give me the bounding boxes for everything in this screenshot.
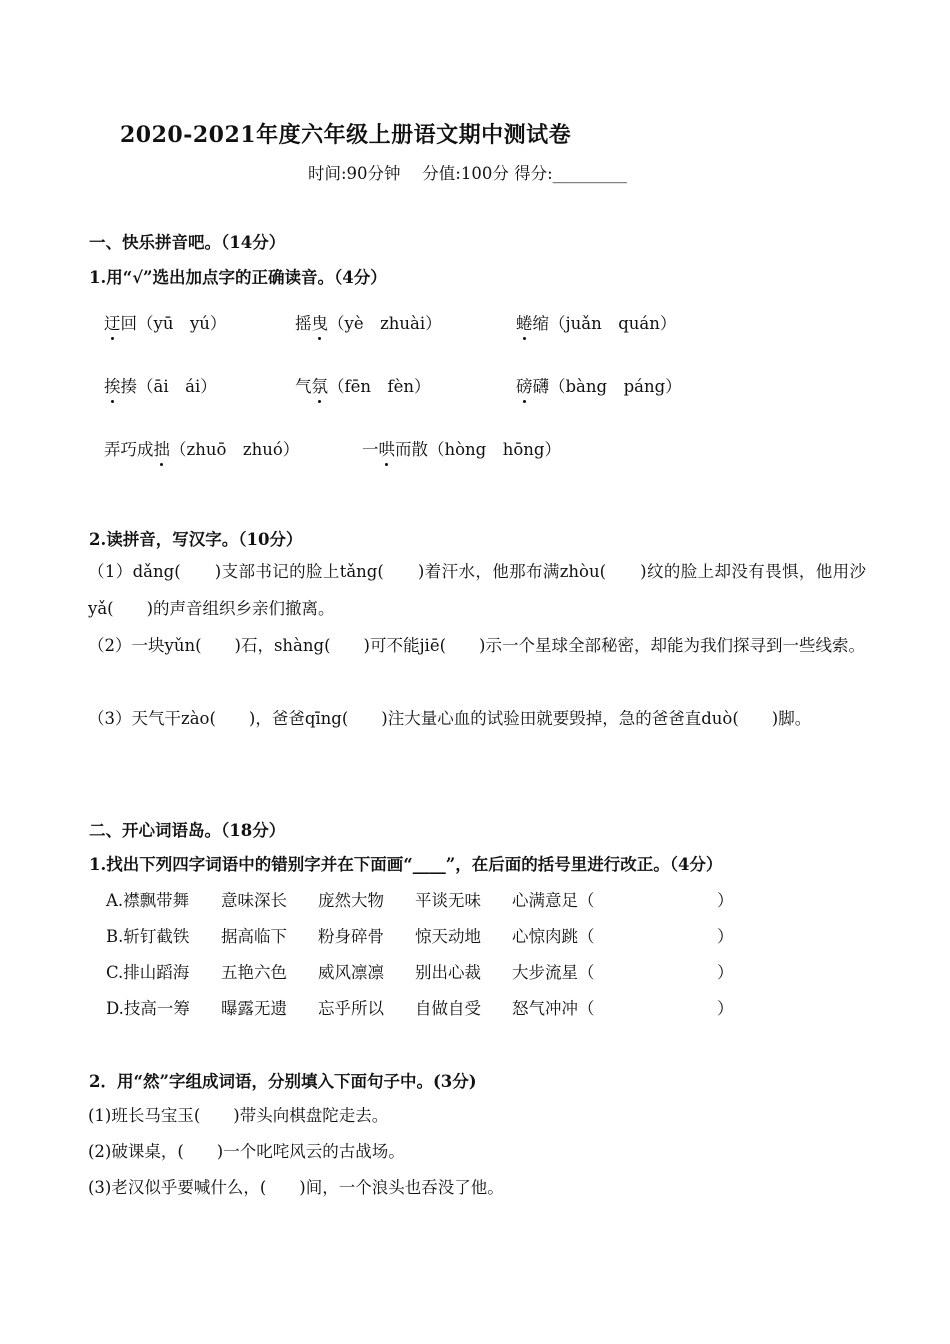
pinyin-item: 弄巧成拙（zhuō zhuó） bbox=[104, 436, 299, 460]
s2q2-sentence-2: (2)破课桌，( )一个叱咤风云的古战场。 bbox=[88, 1142, 405, 1161]
q2-paragraph-2: （2）一块yǔn( )石，shàng( )可不能jiē( )示一个星球全部秘密，却能为我们探寻到一些线索。 bbox=[88, 636, 865, 655]
q2-paragraph-3: （3）天气干zào( )，爸爸qīng( )注大量心血的试验田就要毁掉，急的爸爸直duò( )脚。 bbox=[88, 709, 812, 728]
dotted-char: 挨 bbox=[104, 373, 121, 397]
dotted-char: 蜷 bbox=[516, 310, 533, 334]
word-row-d: D.技高一筹 曝露无遗 忘乎所以 自做自受 怒气冲冲（ ） bbox=[106, 999, 734, 1018]
word-row-b: B.斩钉截铁 据高临下 粉身碎骨 惊天动地 心惊肉跳（ ） bbox=[106, 927, 734, 946]
dotted-char: 氛 bbox=[312, 373, 329, 397]
pinyin-item: 迂回（yū yú） bbox=[104, 310, 226, 334]
pinyin-item: 摇曳（yè zhuài） bbox=[295, 310, 442, 334]
dotted-char: 哄 bbox=[379, 436, 396, 460]
dotted-char: 迂 bbox=[104, 310, 121, 334]
s2q2-sentence-3: (3)老汉似乎要喊什么，( )间，一个浪头也吞没了他。 bbox=[88, 1178, 504, 1197]
pinyin-item: 气氛（fēn fèn） bbox=[295, 373, 431, 397]
s2q2-sentence-1: (1)班长马宝玉( )带头向棋盘陀走去。 bbox=[88, 1106, 389, 1125]
q2-paragraph-1: （1）dǎng( )支部书记的脸上tǎng( )着汗水，他那布满zhòu( )纹的脸上却没有畏惧，他用沙yǎ( )的声音组织乡亲们撤离。 bbox=[88, 562, 866, 618]
s2q1-heading: 1.找出下列四字词语中的错别字并在下面画“____”，在后面的括号里进行改正。（4分） bbox=[89, 855, 723, 874]
dotted-char: 拙 bbox=[154, 436, 171, 460]
pinyin-item: 一哄而散（hòng hōng） bbox=[362, 436, 561, 460]
exam-subtitle: 时间:90分钟 分值:100分 得分:_________ bbox=[308, 164, 627, 183]
exam-title: 2020-2021年度六年级上册语文期中测试卷 bbox=[120, 122, 572, 148]
pinyin-item: 磅礴（bàng páng） bbox=[516, 373, 682, 397]
section2-heading: 二、开心词语岛。（18分） bbox=[89, 821, 286, 840]
section1-heading: 一、快乐拼音吧。（14分） bbox=[89, 233, 286, 252]
dotted-char: 磅 bbox=[516, 373, 533, 397]
word-row-a: A.襟飘带舞 意味深长 庞然大物 平谈无味 心满意足（ ） bbox=[106, 891, 734, 910]
dotted-char: 曳 bbox=[312, 310, 329, 334]
pinyin-item: 蜷缩（juǎn quán） bbox=[516, 310, 676, 334]
s2q2-heading: 2．用“然”字组成词语，分别填入下面句子中。(3分) bbox=[89, 1072, 477, 1091]
pinyin-item: 挨揍（āi ái） bbox=[104, 373, 217, 397]
word-row-c: C.排山蹈海 五艳六色 威风凛凛 别出心裁 大步流星（ ） bbox=[106, 963, 734, 982]
q2-heading: 2.读拼音，写汉字。（10分） bbox=[89, 530, 303, 549]
q1-heading: 1.用“√”选出加点字的正确读音。（4分） bbox=[89, 268, 387, 287]
